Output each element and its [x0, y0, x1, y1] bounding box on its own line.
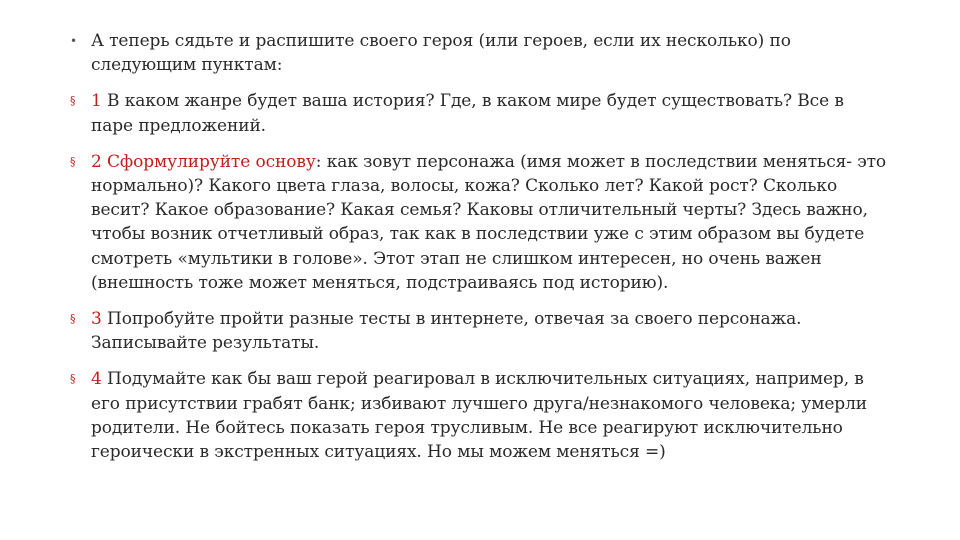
point-4-text: Подумайте как бы ваш герой реагировал в исключительных ситуациях, например, в его присутствии грабят банк; избивают лучшего друга/незнакомого человека; умерли родители. Не бойтесь показать героя трусливым. Не все реагируют исключительно героически в экстренных ситуациях. Но мы можем меняться =) — [91, 369, 867, 463]
square-bullet-icon: § — [70, 154, 76, 168]
point-3-number: 3 — [91, 309, 102, 330]
round-bullet-icon: • — [70, 34, 77, 48]
point-1-item — [70, 89, 890, 137]
point-4-item — [70, 367, 890, 464]
point-3-item — [70, 307, 890, 355]
square-bullet-icon: § — [70, 312, 76, 326]
square-bullet-icon: § — [70, 372, 76, 386]
square-bullet-icon: § — [70, 94, 76, 108]
point-2-heading: 2 Сформулируйте основу — [91, 151, 316, 172]
intro-text: А теперь сядьте и распишите своего героя (или героев, если их несколько) по следующим пунктам: — [91, 31, 791, 76]
point-2-item — [70, 150, 890, 295]
point-1-number: 1 — [91, 91, 102, 112]
point-3-text: Попробуйте пройти разные тесты в интернете, отвечая за своего персонажа. Записывайте результаты. — [91, 309, 802, 354]
intro-bullet-item — [70, 29, 890, 77]
point-4-number: 4 — [91, 369, 102, 390]
point-2-text: : как зовут персонажа (имя может в последствии меняться- это нормально)? Какого цвета глаза, волосы, кожа? Сколько лет? Какой рост? Сколько весит? Какое образование? Какая семья? Каковы отличительный черты? Здесь важно, чтобы возник отчетливый образ, так как в последствии уже с этим образом вы будете смотреть «мультики в голове». Этот этап не слишком интересен, но очень важен (внешность тоже может меняться, подстраиваясь под историю). — [91, 151, 887, 293]
point-1-text: В каком жанре будет ваша история? Где, в каком мире будет существовать? Все в паре предложений. — [91, 91, 844, 136]
